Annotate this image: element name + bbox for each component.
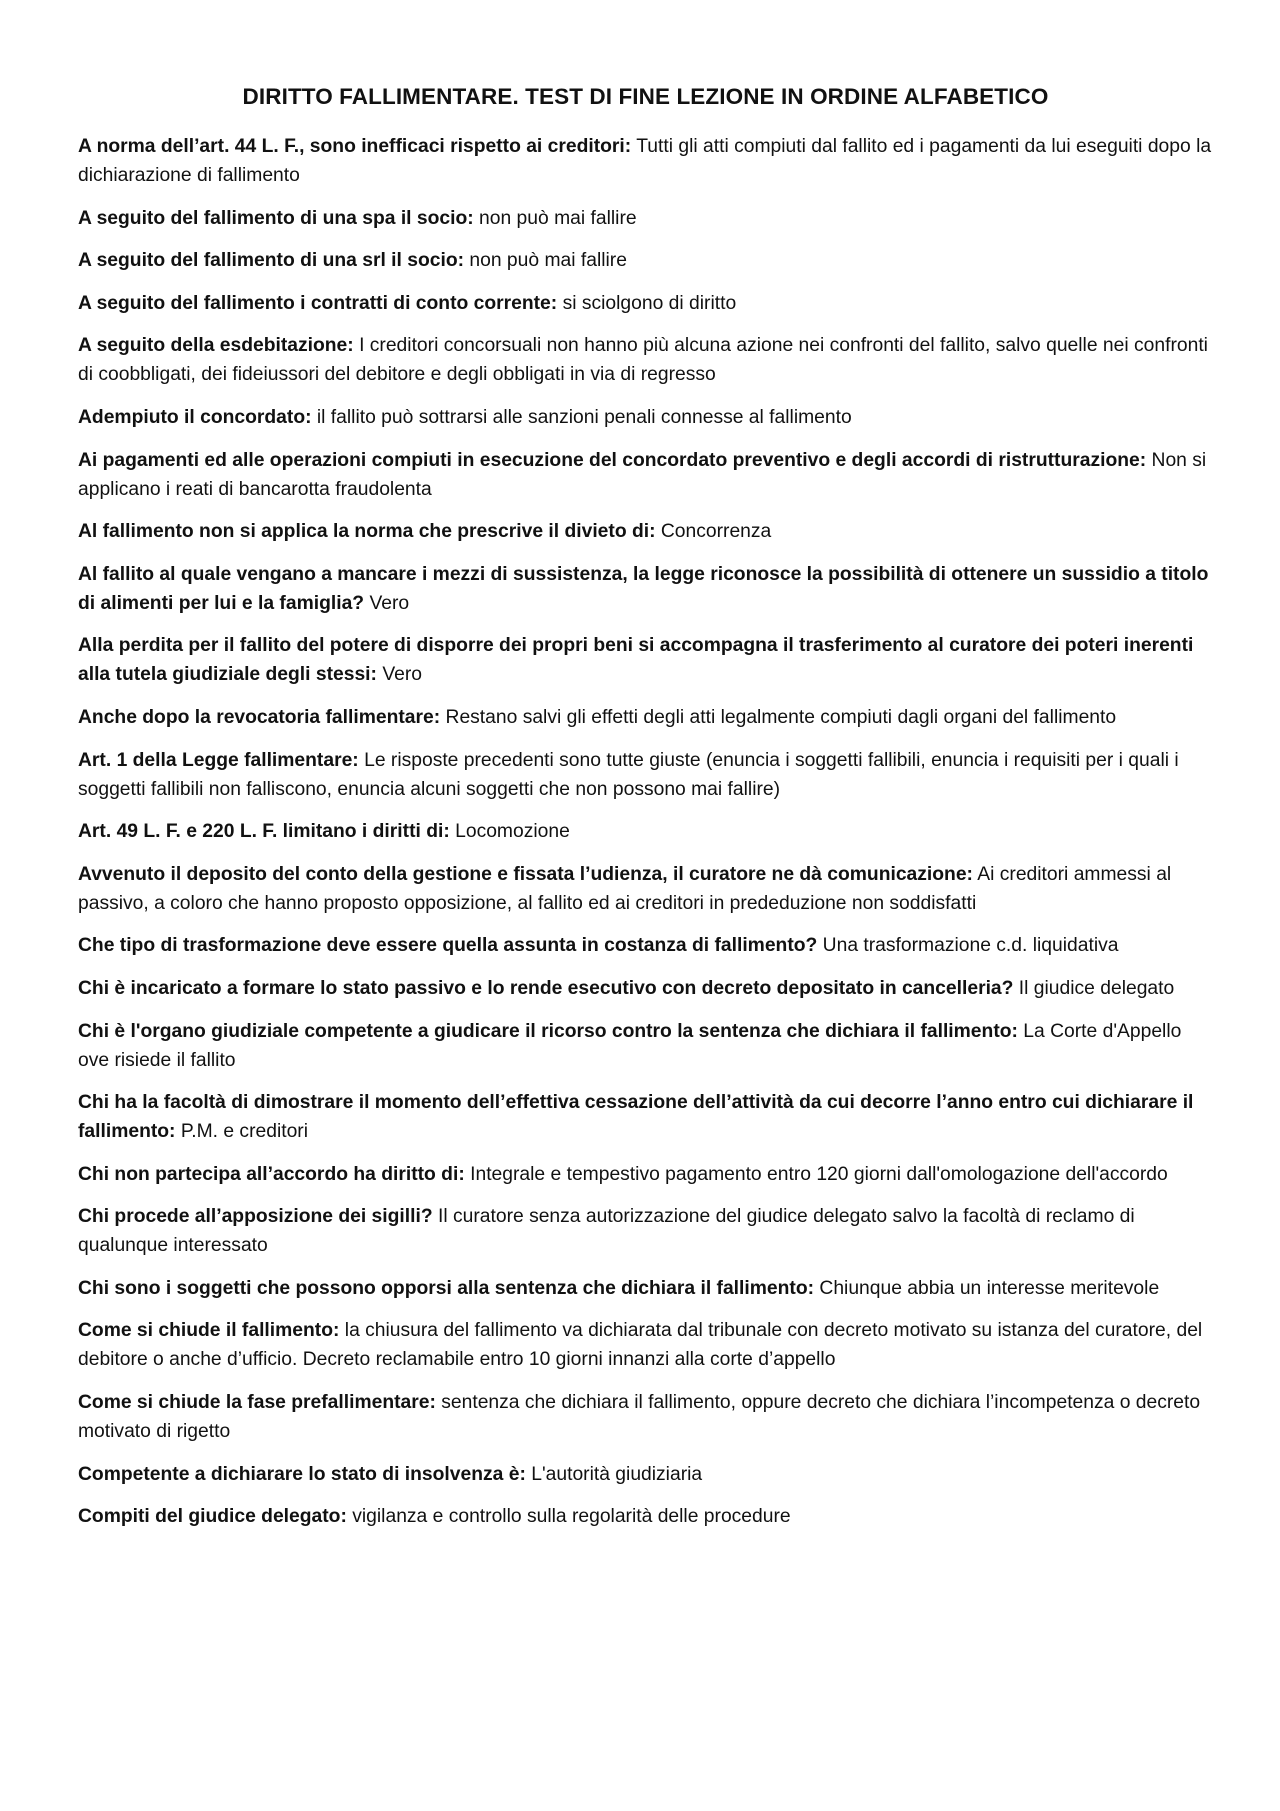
answer-text: P.M. e creditori	[180, 1121, 309, 1143]
question-text: Al fallimento non si applica la norma che prescrive il divieto di:	[78, 521, 656, 543]
question-text: Anche dopo la revocatoria fallimentare:	[78, 706, 441, 728]
question-text: Art. 49 L. F. e 220 L. F. limitano i diritti di:	[78, 821, 450, 843]
qa-entry	[78, 517, 1213, 546]
answer-text: Integrale e tempestivo pagamento entro 120 giorni dall'omologazione dell'accordo	[470, 1163, 1168, 1185]
question-text: Chi sono i soggetti che possono opporsi alla sentenza che dichiara il fallimento:	[78, 1277, 815, 1299]
answer-text: Le risposte precedenti sono tutte giuste (enuncia i soggetti fallibili, enuncia i requisiti per i quali i soggetti fallibili non falliscono, enuncia alcuni soggetti che non possono mai fallire)	[78, 749, 1179, 800]
question-text: Compiti del giudice delegato:	[78, 1506, 347, 1528]
question-text: A norma dell’art. 44 L. F., sono inefficaci rispetto ai creditori:	[78, 136, 632, 157]
answer-text: non può mai fallire	[479, 207, 637, 229]
question-text: Competente a dichiarare lo stato di insolvenza è:	[78, 1463, 526, 1485]
qa-entry	[78, 931, 1213, 960]
answer-text: La Corte d'Appello ove risiede il fallito	[78, 1020, 1182, 1071]
qa-entry	[78, 1460, 1213, 1489]
question-text: Chi è l'organo giudiziale competente a giudicare il ricorso contro la sentenza che dichiara il fallimento:	[78, 1020, 1018, 1042]
qa-entry	[78, 560, 1213, 618]
answer-text: Ai creditori ammessi al passivo, a coloro che hanno proposto opposizione, al fallito ed ai creditori in prededuzione non soddisfatti	[78, 863, 1172, 914]
qa-entry	[78, 204, 1213, 233]
qa-entry	[78, 1274, 1213, 1303]
question-text: A seguito della esdebitazione:	[78, 335, 354, 357]
answer-text: Una trasformazione c.d. liquidativa	[822, 935, 1119, 957]
question-text: Chi non partecipa all’accordo ha diritto di:	[78, 1163, 465, 1185]
answer-text: I creditori concorsuali non hanno più alcuna azione nei confronti del fallito, salvo quelle nei confronti di coobbligati, dei fideiussori del debitore e degli obbligati in via di regresso	[78, 335, 1208, 386]
qa-entry	[78, 1502, 1213, 1531]
answer-text: Non si applicano i reati di bancarotta fraudolenta	[78, 449, 1207, 500]
answer-text: Concorrenza	[660, 521, 772, 543]
answer-text: sentenza che dichiara il fallimento, oppure decreto che dichiara l’incompetenza o decreto motivato di rigetto	[78, 1392, 1201, 1443]
question-text: Adempiuto il concordato:	[78, 406, 312, 428]
qa-entry	[78, 817, 1213, 846]
answer-text: Vero	[369, 592, 410, 614]
question-text: Come si chiude il fallimento:	[78, 1320, 340, 1342]
qa-entry	[78, 631, 1213, 689]
answer-text: Locomozione	[455, 821, 570, 843]
answer-text: il fallito può sottrarsi alle sanzioni penali connesse al fallimento	[316, 406, 852, 428]
qa-entry	[78, 1160, 1213, 1189]
answer-text: non può mai fallire	[469, 250, 627, 272]
question-text: Avvenuto il deposito del conto della gestione e fissata l’udienza, il curatore ne dà comunicazione:	[78, 863, 973, 885]
qa-entry	[78, 132, 1213, 190]
qa-entry	[78, 1088, 1213, 1146]
qa-entry	[78, 331, 1213, 389]
question-text: A seguito del fallimento di una srl il socio:	[78, 250, 465, 272]
answer-text: Tutti gli atti compiuti dal fallito ed i pagamenti da lui eseguiti dopo la dichiarazione di fallimento	[78, 136, 1212, 186]
answer-text: Restano salvi gli effetti degli atti legalmente compiuti dagli organi del fallimento	[445, 706, 1117, 728]
qa-entry	[78, 1316, 1213, 1374]
question-text: Ai pagamenti ed alle operazioni compiuti in esecuzione del concordato preventivo e degli accordi di ristrutturazione:	[78, 449, 1147, 471]
qa-entry	[78, 1388, 1213, 1446]
document-title: DIRITTO FALLIMENTARE. TEST DI FINE LEZIONE IN ORDINE ALFABETICO	[242, 84, 1049, 109]
question-text: Chi è incaricato a formare lo stato passivo e lo rende esecutivo con decreto depositato in cancelleria?	[78, 977, 1014, 999]
question-text: Chi procede all’apposizione dei sigilli?	[78, 1206, 433, 1228]
qa-entry	[78, 974, 1213, 1003]
question-text: Alla perdita per il fallito del potere di disporre dei propri beni si accompagna il trasferimento al curatore dei poteri inerenti alla tutela giudiziale degli stessi:	[78, 635, 1194, 686]
qa-entry	[78, 1202, 1213, 1260]
qa-entry	[78, 1017, 1213, 1075]
qa-entry	[78, 446, 1213, 504]
answer-text: Il curatore senza autorizzazione del giudice delegato salvo la facoltà di reclamo di qualunque interessato	[78, 1206, 1135, 1257]
question-text: A seguito del fallimento di una spa il socio:	[78, 207, 474, 229]
answer-text: Vero	[382, 664, 422, 686]
qa-entry	[78, 860, 1213, 918]
answer-text: Il giudice delegato	[1018, 977, 1175, 999]
answer-text: la chiusura del fallimento va dichiarata dal tribunale con decreto motivato su istanza del curatore, del debitore o anche d’ufficio. Decreto reclamabile entro 10 giorni innanzi alla corte d’appello	[78, 1320, 1203, 1371]
question-text: A seguito del fallimento i contratti di conto corrente:	[78, 292, 558, 314]
question-text: Chi ha la facoltà di dimostrare il momento dell’effettiva cessazione dell’attività da cui decorre l’anno entro cui dichiarare il fallimento:	[78, 1092, 1194, 1143]
question-text: Art. 1 della Legge fallimentare:	[78, 749, 359, 771]
qa-entry	[78, 746, 1213, 804]
answer-text: Chiunque abbia un interesse meritevole	[819, 1277, 1160, 1299]
qa-entry	[78, 246, 1213, 275]
answer-text: si sciolgono di diritto	[562, 292, 737, 314]
answer-text: L'autorità giudiziaria	[531, 1463, 703, 1485]
question-text: Al fallito al quale vengano a mancare i mezzi di sussistenza, la legge riconosce la possibilità di ottenere un sussidio a titolo di alimenti per lui e la famiglia?	[78, 563, 1209, 614]
document-page	[78, 84, 1213, 1545]
answer-text: vigilanza e controllo sulla regolarità delle procedure	[352, 1506, 791, 1528]
question-text: Che tipo di trasformazione deve essere quella assunta in costanza di fallimento?	[78, 935, 818, 957]
qa-entry	[78, 403, 1213, 432]
question-text: Come si chiude la fase prefallimentare:	[78, 1392, 436, 1414]
qa-entry	[78, 703, 1213, 732]
qa-entry	[78, 289, 1213, 318]
